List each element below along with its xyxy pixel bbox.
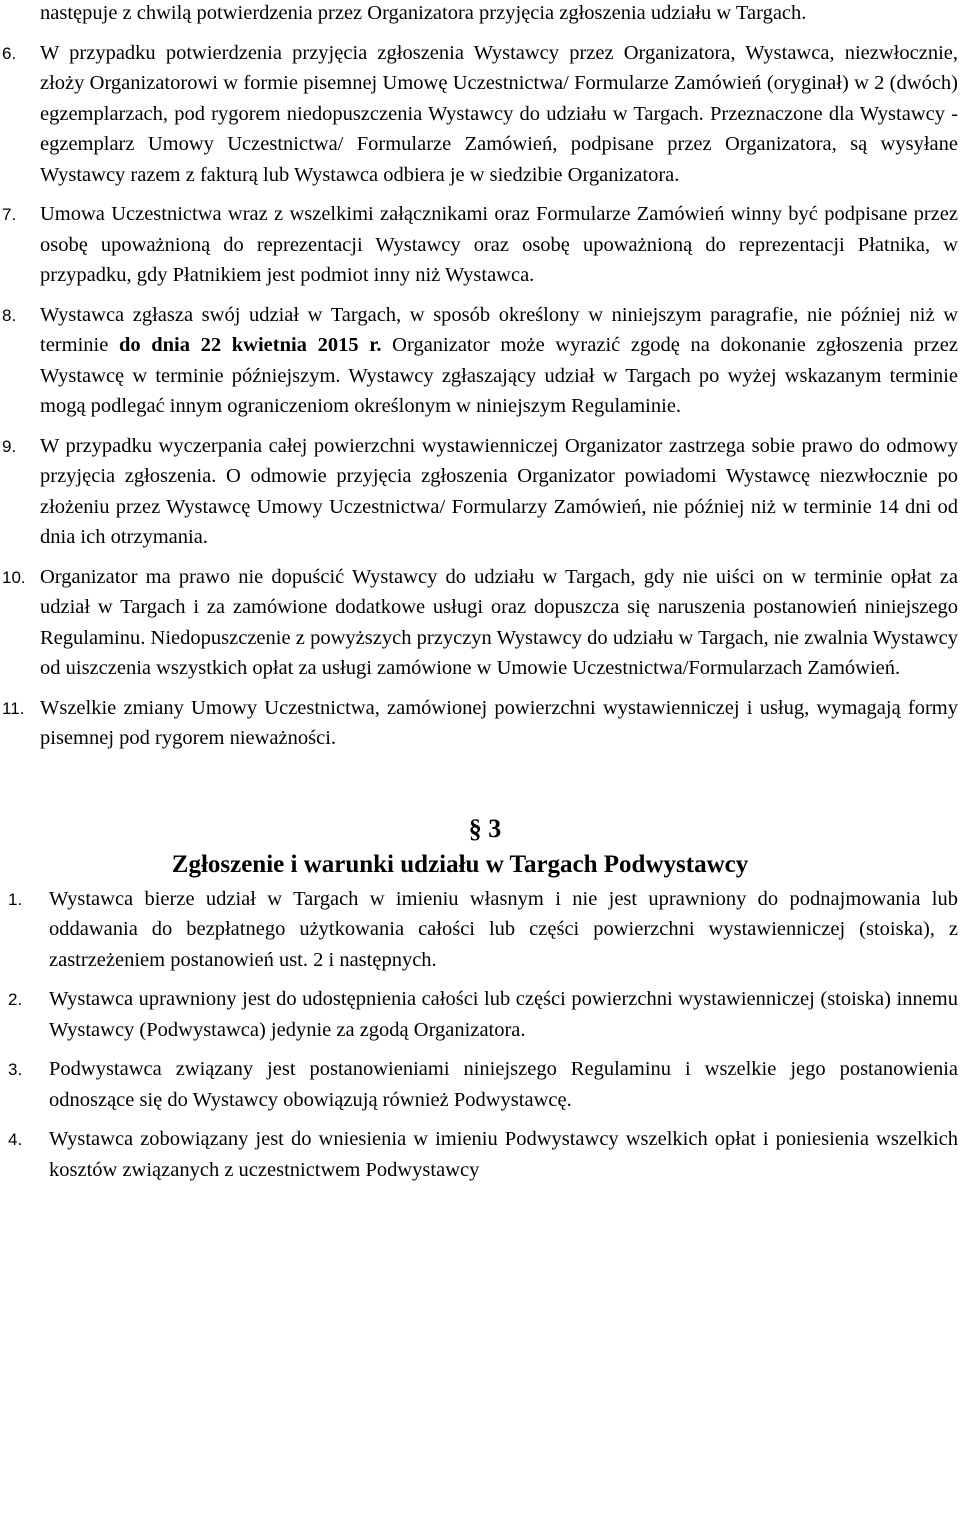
- item-number: 11.: [2, 698, 25, 718]
- item-number: 3.: [8, 1060, 23, 1079]
- item-text: Organizator ma prawo nie dopuścić Wystawcy do udziału w Targach, gdy nie uiści on w terminie opłat za udział w Targach i za zamówione dodatkowe usługi oraz dopuszcza się naruszenia postanowień niniejszego Regulaminu. Niedopuszczenie z powyższych przyczyn Wystawcy do udziału w Targach, nie zwalnia Wystawcy od uiszczenia wszystkich opłat za usługi zamówione w Umowie Uczestnictwa/Formularzach Zamówień.: [40, 565, 958, 679]
- item-text: Wystawca uprawniony jest do udostępnienia całości lub części powierzchni wystawienniczej (stoiska) innemu Wystawcy (Podwystawca) jedynie za zgodą Organizatora.: [49, 988, 958, 1041]
- item-text: Wystawca bierze udział w Targach w imieniu własnym i nie jest uprawniony do podnajmowania lub oddawania do bezpłatnego użytkowania całości lub części powierzchni wystawienniczej (stoiska), z zastrzeżeniem postanowień ust. 2 i następnych.: [49, 887, 958, 971]
- item-number: 2.: [8, 990, 23, 1009]
- section-title: Zgłoszenie i warunki udziału w Targach Podwystawcy: [171, 850, 749, 878]
- item-number: 1.: [8, 889, 23, 909]
- list-item-10: [0, 562, 960, 684]
- list-item-6: [0, 38, 960, 191]
- item-number: 8.: [2, 305, 17, 325]
- list-item-7: [0, 199, 960, 291]
- item-text-before: Wystawca zgłasza swój udział w Targach, w sposób określony w niniejszym paragrafie, nie później niż w terminie: [40, 303, 958, 356]
- section-item-3: [0, 1054, 960, 1115]
- section-sign: § 3: [468, 813, 502, 843]
- item-text: Wszelkie zmiany Umowy Uczestnictwa, zamówionej powierzchni wystawienniczej i usług, wymagają formy pisemnej pod rygorem nieważności.: [40, 696, 958, 749]
- section-item-1: [0, 884, 960, 976]
- item-number: 7.: [2, 205, 17, 224]
- list-item-11: [0, 693, 960, 754]
- section-item-2: [0, 984, 960, 1045]
- list-item-9: [0, 431, 960, 553]
- item-number: 9.: [2, 436, 17, 456]
- deadline-date: do dnia 22 kwietnia 2015 r.: [118, 334, 382, 356]
- intro-text: następuje z chwilą potwierdzenia przez Organizatora przyjęcia zgłoszenia udziału w Targach.: [40, 2, 807, 24]
- list-item-8: [0, 300, 960, 422]
- item-number: 6.: [2, 43, 17, 63]
- item-text: Umowa Uczestnictwa wraz z wszelkimi załącznikami oraz Formularze Zamówień winny być podpisane przez osobę upoważnioną do reprezentacji Wystawcy oraz osobę upoważnioną do reprezentacji Płatnika, w przypadku, gdy Płatnikiem jest podmiot inny niż Wystawca.: [40, 203, 958, 286]
- item-number: 4.: [8, 1130, 23, 1149]
- item-number: 10.: [2, 567, 26, 587]
- intro-paragraph: [0, 0, 960, 29]
- item-text: Wystawca zobowiązany jest do wniesienia w imieniu Podwystawcy wszelkich opłat i poniesienia wszelkich kosztów związanych z uczestnictwem Podwystawcy: [49, 1128, 958, 1181]
- item-text: Podwystawca związany jest postanowieniami niniejszego Regulaminu i wszelkie jego postanowienia odnoszące się do Wystawcy obowiązują również Podwystawcę.: [49, 1058, 958, 1111]
- item-text-after: Organizator może wyrazić zgodę na dokonanie zgłoszenia przez Wystawcę w terminie późniejszym. Wystawcy zgłaszający udział w Targach po wyżej wskazanym terminie mogą podlegać innym ograniczeniom określonym w niniejszym Regulaminie.: [40, 334, 958, 417]
- item-text: W przypadku potwierdzenia przyjęcia zgłoszenia Wystawcy przez Organizatora, Wystawca, niezwłocznie, złoży Organizatorowi w formie pisemnej Umowę Uczestnictwa/ Formularze Zamówień (oryginał) w 2 (dwóch) egzemplarzach, pod rygorem niedopuszczenia Wystawcy do udziału w Targach. Przeznaczone dla Wystawcy - egzemplarz Umowy Uczestnictwa/ Formularze Zamówień, podpisane przez Organizatora, są wysyłane Wystawcy razem z fakturą lub Wystawca odbiera je w siedzibie Organizatora.: [40, 41, 958, 186]
- section-item-4: [0, 1124, 960, 1185]
- item-text: W przypadku wyczerpania całej powierzchni wystawienniczej Organizator zastrzega sobie prawo do odmowy przyjęcia zgłoszenia. O odmowie przyjęcia zgłoszenia Organizator powiadomi Wystawcę niezwłocznie po złożeniu przez Wystawcę Umowy Uczestnictwa/ Formularzy Zamówień, nie później niż w terminie 14 dni od dnia ich otrzymania.: [40, 434, 958, 548]
